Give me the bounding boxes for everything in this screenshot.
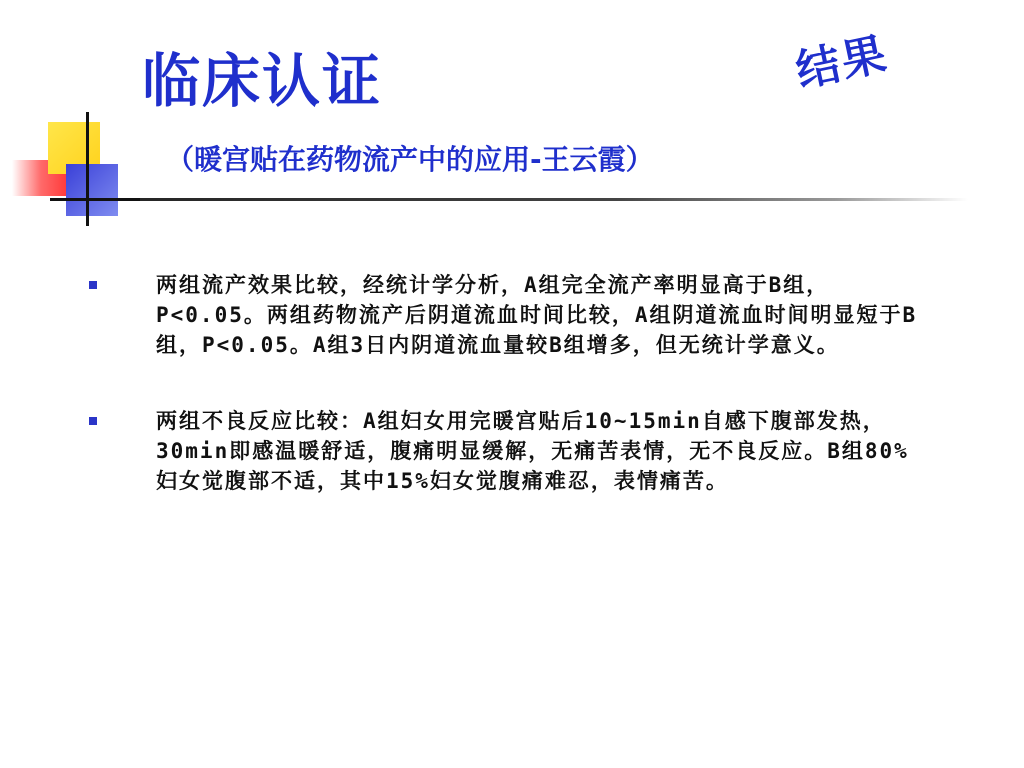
- bullet-item: [84, 270, 924, 360]
- bullet-list: [84, 270, 924, 542]
- bullet-text: 两组不良反应比较：A组妇女用完暖宫贴后10~15min自感下腹部发热，30min即感温暖舒适，腹痛明显缓解，无痛苦表情，无不良反应。B组80%妇女觉腹部不适，其中15%妇女觉腹痛难忍，表情痛苦。: [156, 409, 909, 493]
- slide-subtitle: （暖宫贴在药物流产中的应用-王云霞）: [166, 143, 654, 176]
- bullet-item: [84, 406, 924, 496]
- square-bullet-icon: [89, 417, 97, 425]
- bullet-text: 两组流产效果比较，经统计学分析，A组完全流产率明显高于B组，P<0.05。两组药物流产后阴道流血时间比较，A组阴道流血时间明显短于B组，P<0.05。A组3日内阴道流血量较B组增多，但无统计学意义。: [156, 273, 918, 357]
- result-label: 结果: [791, 28, 893, 98]
- decorative-cross-vertical: [86, 112, 89, 226]
- decorative-cross-horizontal: [50, 198, 140, 201]
- title-divider-line: [88, 198, 968, 201]
- decorative-blue-block: [66, 164, 118, 216]
- square-bullet-icon: [89, 281, 97, 289]
- slide-title: 临床认证: [142, 47, 383, 115]
